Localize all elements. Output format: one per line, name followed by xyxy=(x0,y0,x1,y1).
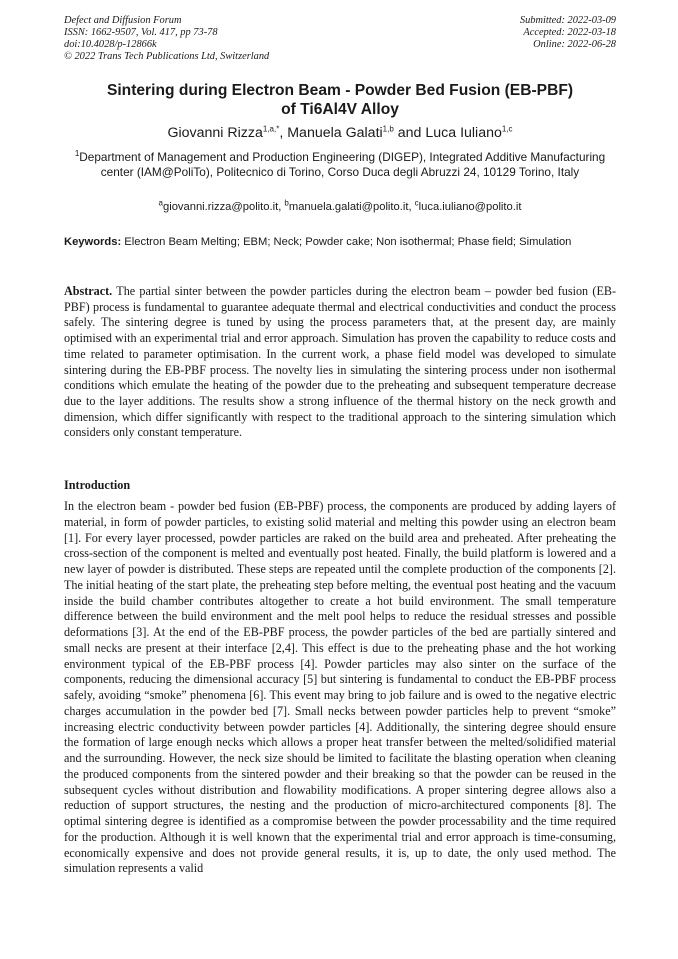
email-link[interactable]: manuela.galati@polito.it, xyxy=(288,201,415,213)
journal-copyright: © 2022 Trans Tech Publications Ltd, Switzerland xyxy=(64,51,270,62)
dates-header xyxy=(520,15,616,51)
keywords-label: Keywords: xyxy=(64,236,122,248)
author-list xyxy=(64,124,616,142)
author-name: Giovanni Rizza xyxy=(167,125,263,141)
author-affiliation-mark: 1,a,* xyxy=(262,124,280,134)
author-separator: , xyxy=(279,125,288,141)
paper-title xyxy=(64,81,616,119)
email-mark: a xyxy=(158,198,163,208)
keywords xyxy=(64,235,616,249)
title-line-2: of Ti6Al4V Alloy xyxy=(281,101,399,118)
introduction-heading: Introduction xyxy=(64,478,131,492)
affiliation xyxy=(74,150,606,180)
journal-name: Defect and Diffusion Forum xyxy=(64,15,182,26)
abstract-label: Abstract. xyxy=(64,284,113,298)
online-date: Online: 2022-06-28 xyxy=(533,39,616,50)
email-link[interactable]: luca.iuliano@polito.it xyxy=(418,201,522,213)
author-name: Luca Iuliano xyxy=(425,125,502,141)
abstract xyxy=(64,284,616,441)
journal-issn: ISSN: 1662-9507, Vol. 417, pp 73-78 xyxy=(64,27,218,38)
author-affiliation-mark: 1,c xyxy=(501,124,513,134)
email-link[interactable]: giovanni.rizza@polito.it, xyxy=(162,201,285,213)
submitted-date: Submitted: 2022-03-09 xyxy=(519,15,616,26)
email-mark: c xyxy=(414,198,419,208)
author-name: Manuela Galati xyxy=(287,125,383,141)
journal-doi[interactable]: doi:10.4028/p-12866k xyxy=(64,39,157,50)
title-line-1: Sintering during Electron Beam - Powder Bed Fusion (EB-PBF) xyxy=(106,82,574,99)
author-separator: and xyxy=(393,125,426,141)
author-affiliation-mark: 1,b xyxy=(382,124,394,134)
keywords-text: Electron Beam Melting; EBM; Neck; Powder cake; Non isothermal; Phase field; Simulation xyxy=(121,236,572,248)
introduction-body xyxy=(64,499,616,877)
journal-header xyxy=(64,15,269,63)
email-list xyxy=(64,200,616,214)
abstract-text: The partial sinter between the powder particles during the electron beam – powder bed fusion (EB-PBF) process is fundamental to guarantee adequate thermal and electrical conductivities and conduct the process safely. The sintering degree is tuned by using the process parameters that, at the present day, are mainly optimised with an experimental trial and error approach. Simulation has proven the capability to reduce costs and time related to parameter optimisation. In the current work, a phase field model was developed to simulate sintering during the EB-PBF process. The novelty lies in simulating the sintering process under non isothermal conditions which emulate the heating of the powder due to the preheating and subsequent temperature decrease due to the layer additions. The results show a strong influence of the thermal history on the neck growth and dimension, which differ significantly with respect to the traditional approach to the sintering simulation which considers only constant temperature. xyxy=(64,284,616,440)
affiliation-mark: 1 xyxy=(74,149,80,159)
accepted-date: Accepted: 2022-03-18 xyxy=(523,27,616,38)
email-mark: b xyxy=(284,198,289,208)
affiliation-text: Department of Management and Production Engineering (DIGEP), Integrated Additive Manufacturing center (IAM@PoliTo), Politecnico di Torino, Corso Duca degli Abruzzi 24, 10129 Torino, Italy xyxy=(79,150,606,180)
introduction-paragraph: In the electron beam - powder bed fusion (EB-PBF) process, the components are produced by adding layers of material, in form of powder particles, to existing solid material and melting this powder using an electron beam [1]. For every layer processed, powder particles are raked on the build area and preheated. After preheating the cross-section of the component is melted and eventually post heated. Finally, the build platform is lowered and a new layer of powder is distributed. These steps are repeated until the complete production of the components [2]. The initial heating of the start plate, the preheating step before melting, the eventual post heating and the vacuum inside the build chamber contributes altogether to create a hot build environment. The small temperature difference between the build environment and the melt pool helps to reduce the residual stresses and possible deformations [3]. At the end of the EB-PBF process, the powder particles of the bed are partially sintered and small necks are present at their interface [2,4]. This effect is due to the preheating phase and the hot working environment typical of the EB-PBF process [4]. Powder particles may also sinter on the surface of the components, reducing the dimensional accuracy [5] but sintering is fundamental to conduct the EB-PBF process safely, avoiding “smoke” phenomena [6]. This event may bring to job failure and is owed to the negative electric charges accumulation in the powder bed [7]. Small necks between powder particles help to prevent “smoke” increasing electric conductivity between powder particles [4]. Additionally, the sintering degree should ensure the formation of large enough necks which allows a proper heat transfer between the melted/solidified material and the surrounding. However, the neck size should be limited to facilitate the blasting operation when cleaning the produced components from the sintered powder and their breaking so that the powder can be reused in the subsequent cycles without distribution and flowability modifications. A proper sintering degree allows also a reduction of support structures, the nesting and the production of micro-architectured components [8]. The optimal sintering degree is identified as a compromise between the powder processability and the time required for the production. Although it is well known that the experimental trial and error approach is time-consuming, economically expensive and does not provide general results, it is, up to date, the only used method. The simulation represents a valid xyxy=(64,499,616,876)
